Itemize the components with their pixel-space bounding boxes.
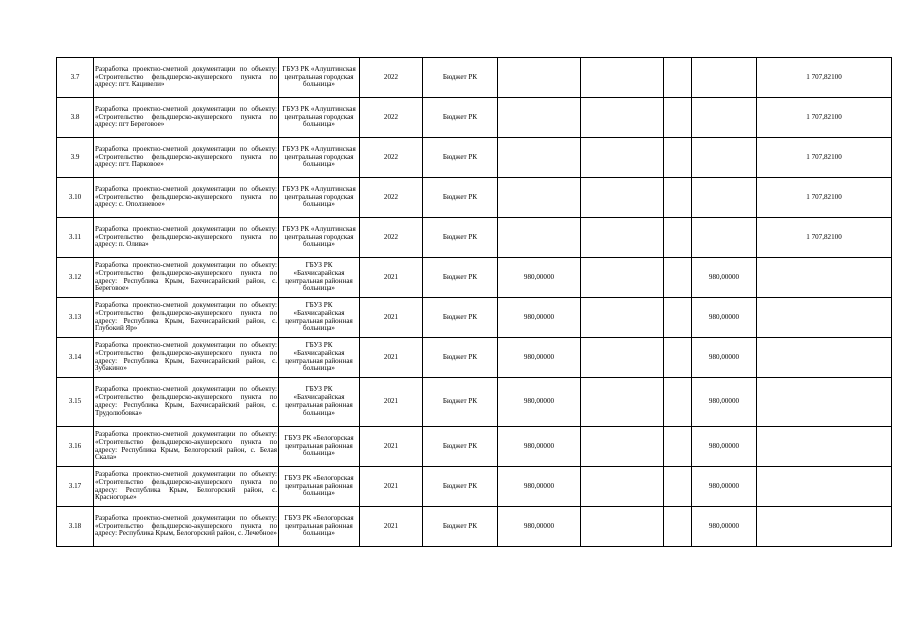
amount-cell: 980,00000 <box>498 507 581 547</box>
amount-cell <box>664 467 692 507</box>
table-row <box>57 218 892 258</box>
organization-cell: ГБУЗ РК «Бахчисарайская центральная районная больница» <box>279 338 360 378</box>
amount-cell <box>757 378 892 427</box>
year-cell: 2021 <box>360 258 423 298</box>
amount-cell: 980,00000 <box>498 467 581 507</box>
organization-cell: ГБУЗ РК «Алуштинская центральная городская больница» <box>279 178 360 218</box>
funding-source-cell: Бюджет РК <box>423 338 498 378</box>
description-cell: Разработка проектно-сметной документации по объекту: «Строительство фельдшерско-акушерского пункта по адресу: Республика Крым, Белогорский район, с. Лечебное» <box>94 507 279 547</box>
funding-source-cell: Бюджет РК <box>423 98 498 138</box>
amount-cell <box>757 427 892 467</box>
year-cell: 2022 <box>360 58 423 98</box>
description-cell: Разработка проектно-сметной документации по объекту: «Строительство фельдшерско-акушерского пункта по адресу: Республика Крым, Бахчисарайский район, с. Зубакино» <box>94 338 279 378</box>
table-body <box>57 58 892 547</box>
amount-cell <box>581 507 664 547</box>
amount-cell: 980,00000 <box>498 378 581 427</box>
year-cell: 2021 <box>360 298 423 338</box>
amount-cell <box>664 178 692 218</box>
table-row <box>57 298 892 338</box>
funding-source-cell: Бюджет РК <box>423 427 498 467</box>
amount-cell: 1 707,82100 <box>757 98 892 138</box>
amount-cell <box>581 338 664 378</box>
amount-cell <box>692 178 757 218</box>
organization-cell: ГБУЗ РК «Алуштинская центральная городская больница» <box>279 138 360 178</box>
amount-cell <box>664 378 692 427</box>
amount-cell <box>498 98 581 138</box>
year-cell: 2021 <box>360 507 423 547</box>
organization-cell: ГБУЗ РК «Бахчисарайская центральная районная больница» <box>279 298 360 338</box>
amount-cell: 980,00000 <box>692 378 757 427</box>
amount-cell <box>581 98 664 138</box>
amount-cell <box>581 218 664 258</box>
organization-cell: ГБУЗ РК «Бахчисарайская центральная районная больница» <box>279 378 360 427</box>
amount-cell <box>664 427 692 467</box>
amount-cell <box>498 218 581 258</box>
row-number: 3.14 <box>57 338 94 378</box>
description-cell: Разработка проектно-сметной документации по объекту: «Строительство фельдшерско-акушерского пункта по адресу: п. Олива» <box>94 218 279 258</box>
amount-cell <box>692 218 757 258</box>
amount-cell <box>581 378 664 427</box>
amount-cell <box>581 467 664 507</box>
row-number: 3.17 <box>57 467 94 507</box>
amount-cell <box>581 58 664 98</box>
funding-source-cell: Бюджет РК <box>423 507 498 547</box>
amount-cell <box>664 98 692 138</box>
amount-cell <box>498 58 581 98</box>
amount-cell: 980,00000 <box>692 298 757 338</box>
row-number: 3.18 <box>57 507 94 547</box>
row-number: 3.8 <box>57 98 94 138</box>
description-cell: Разработка проектно-сметной документации по объекту: «Строительство фельдшерско-акушерского пункта по адресу: пгт. Кацивели» <box>94 58 279 98</box>
row-number: 3.9 <box>57 138 94 178</box>
amount-cell <box>581 178 664 218</box>
organization-cell: ГБУЗ РК «Алуштинская центральная городская больница» <box>279 98 360 138</box>
funding-source-cell: Бюджет РК <box>423 178 498 218</box>
amount-cell <box>664 298 692 338</box>
funding-source-cell: Бюджет РК <box>423 258 498 298</box>
table-row <box>57 507 892 547</box>
table-row <box>57 138 892 178</box>
table-row <box>57 178 892 218</box>
amount-cell: 980,00000 <box>498 298 581 338</box>
description-cell: Разработка проектно-сметной документации по объекту: «Строительство фельдшерско-акушерского пункта по адресу: пгт. Парковое» <box>94 138 279 178</box>
table-row <box>57 98 892 138</box>
table-row <box>57 378 892 427</box>
description-cell: Разработка проектно-сметной документации по объекту: «Строительство фельдшерско-акушерского пункта по адресу: Республика Крым, Бахчисарайский район, с. Трудолюбовка» <box>94 378 279 427</box>
description-cell: Разработка проектно-сметной документации по объекту: «Строительство фельдшерско-акушерского пункта по адресу: пгт Береговое» <box>94 98 279 138</box>
organization-cell: ГБУЗ РК «Алуштинская центральная городская больница» <box>279 218 360 258</box>
year-cell: 2021 <box>360 338 423 378</box>
amount-cell <box>692 98 757 138</box>
amount-cell: 980,00000 <box>692 258 757 298</box>
amount-cell: 980,00000 <box>498 338 581 378</box>
amount-cell <box>581 138 664 178</box>
year-cell: 2022 <box>360 218 423 258</box>
row-number: 3.15 <box>57 378 94 427</box>
row-number: 3.16 <box>57 427 94 467</box>
funding-source-cell: Бюджет РК <box>423 467 498 507</box>
amount-cell: 980,00000 <box>692 338 757 378</box>
year-cell: 2021 <box>360 427 423 467</box>
funding-source-cell: Бюджет РК <box>423 298 498 338</box>
row-number: 3.12 <box>57 258 94 298</box>
amount-cell <box>692 138 757 178</box>
amount-cell <box>664 338 692 378</box>
amount-cell <box>692 58 757 98</box>
row-number: 3.7 <box>57 58 94 98</box>
funding-source-cell: Бюджет РК <box>423 378 498 427</box>
organization-cell: ГБУЗ РК «Белогорская центральная районная больница» <box>279 467 360 507</box>
amount-cell: 980,00000 <box>498 427 581 467</box>
year-cell: 2021 <box>360 467 423 507</box>
amount-cell <box>498 178 581 218</box>
table-row <box>57 338 892 378</box>
funding-source-cell: Бюджет РК <box>423 138 498 178</box>
program-table <box>56 57 892 547</box>
year-cell: 2022 <box>360 178 423 218</box>
amount-cell <box>498 138 581 178</box>
funding-source-cell: Бюджет РК <box>423 218 498 258</box>
amount-cell <box>664 218 692 258</box>
amount-cell <box>581 298 664 338</box>
row-number: 3.10 <box>57 178 94 218</box>
amount-cell <box>757 507 892 547</box>
amount-cell <box>757 338 892 378</box>
amount-cell: 980,00000 <box>498 258 581 298</box>
year-cell: 2021 <box>360 378 423 427</box>
amount-cell: 1 707,82100 <box>757 138 892 178</box>
year-cell: 2022 <box>360 138 423 178</box>
amount-cell: 1 707,82100 <box>757 218 892 258</box>
amount-cell <box>581 258 664 298</box>
table-row <box>57 258 892 298</box>
amount-cell: 1 707,82100 <box>757 58 892 98</box>
description-cell: Разработка проектно-сметной документации по объекту: «Строительство фельдшерско-акушерского пункта по адресу: Республика Крым, Бахчисарайский район, с. Глубокий Яр» <box>94 298 279 338</box>
organization-cell: ГБУЗ РК «Алуштинская центральная городская больница» <box>279 58 360 98</box>
amount-cell <box>757 467 892 507</box>
amount-cell <box>664 258 692 298</box>
organization-cell: ГБУЗ РК «Бахчисарайская центральная районная больница» <box>279 258 360 298</box>
amount-cell <box>757 258 892 298</box>
description-cell: Разработка проектно-сметной документации по объекту: «Строительство фельдшерско-акушерского пункта по адресу: Республика Крым, Белогорский район, с. Красногорье» <box>94 467 279 507</box>
amount-cell: 980,00000 <box>692 427 757 467</box>
table-row <box>57 58 892 98</box>
organization-cell: ГБУЗ РК «Белогорская центральная районная больница» <box>279 427 360 467</box>
funding-source-cell: Бюджет РК <box>423 58 498 98</box>
amount-cell <box>664 138 692 178</box>
amount-cell: 980,00000 <box>692 507 757 547</box>
row-number: 3.13 <box>57 298 94 338</box>
amount-cell: 980,00000 <box>692 467 757 507</box>
description-cell: Разработка проектно-сметной документации по объекту: «Строительство фельдшерско-акушерского пункта по адресу: Республика Крым, Белогорский район, с. Белая Скала» <box>94 427 279 467</box>
amount-cell <box>664 507 692 547</box>
row-number: 3.11 <box>57 218 94 258</box>
amount-cell <box>581 427 664 467</box>
organization-cell: ГБУЗ РК «Белогорская центральная районная больница» <box>279 507 360 547</box>
description-cell: Разработка проектно-сметной документации по объекту: «Строительство фельдшерско-акушерского пункта по адресу: Республика Крым, Бахчисарайский район, с. Береговое» <box>94 258 279 298</box>
amount-cell <box>757 298 892 338</box>
amount-cell: 1 707,82100 <box>757 178 892 218</box>
description-cell: Разработка проектно-сметной документации по объекту: «Строительство фельдшерско-акушерского пункта по адресу: с. Оползневое» <box>94 178 279 218</box>
amount-cell <box>664 58 692 98</box>
year-cell: 2022 <box>360 98 423 138</box>
table-row <box>57 427 892 467</box>
table-row <box>57 467 892 507</box>
